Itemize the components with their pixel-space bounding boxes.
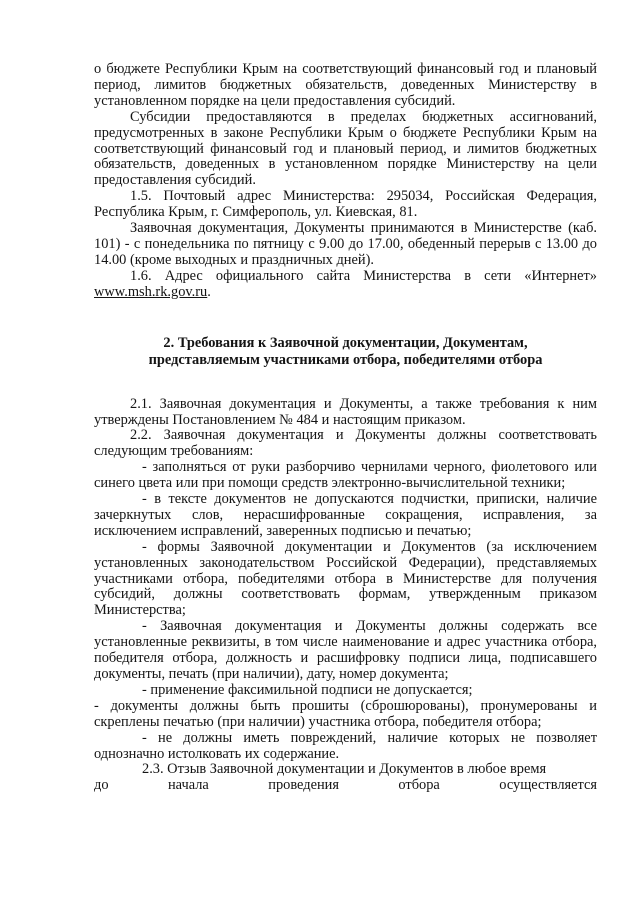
paragraph-subsidies: Субсидии предоставляются в пределах бюджетных ассигнований, предусмотренных в законе Республики Крым о бюджете Республики Крым на соответствующий финансовый год и плановый период, и лимитов бюджетных обязательств, доведенных в установленном порядке Министерству на цели предоставления субсидий. xyxy=(94,108,597,189)
section-2-heading xyxy=(94,335,597,369)
paragraph-reception-hours: Заявочная документация, Документы принимаются в Министерстве (каб. 101) - с понедельника по пятницу с 9.00 до 17.00, обеденный перерыв с 13.00 до 14.00 (кроме выходных и праздничных дней). xyxy=(94,220,597,268)
website-link[interactable]: www.msh.rk.gov.ru xyxy=(94,283,208,300)
paragraph-2-2: 2.2. Заявочная документация и Документы должны соответствовать следующим требованиям: xyxy=(94,427,597,460)
requirement-no-facsimile: - применение факсимильной подписи не допускается; xyxy=(142,681,473,698)
continuation-word: отбора xyxy=(398,777,440,794)
website-period: . xyxy=(207,283,211,300)
paragraph-postal-address: 1.5. Почтовый адрес Министерства: 295034, Российская Федерация, Республика Крым, г. Симферополь, ул. Киевская, 81. xyxy=(94,188,597,221)
paragraph-2-1: 2.1. Заявочная документация и Документы, а также требования к ним утверждены Постановлением № 484 и настоящим приказом. xyxy=(94,395,597,428)
requirement-forms: - формы Заявочной документации и Документов (за исключением установленных законодательством Российской Федерации), представляемых участниками отбора, победителями отбора в Министерстве для получения субсидий, должны соответствовать формам, утвержденным приказом Министерства; xyxy=(94,538,597,619)
section-2-heading-line-2: представляемым участниками отбора, победителями отбора xyxy=(148,351,543,368)
section-2-heading-line-1: 2. Требования к Заявочной документации, Документам, xyxy=(163,334,528,351)
requirement-binding: - документы должны быть прошиты (сброшюрованы), пронумерованы и скреплены печатью (при наличии) участника отбора, победителя отбора; xyxy=(94,697,597,730)
paragraph-budget-continuation: о бюджете Республики Крым на соответствующий финансовый год и плановый период, лимитов бюджетных обязательств, доведенных Министерству в установленном порядке на цели предоставления субсидий. xyxy=(94,61,597,109)
paragraph-2-3-continuation xyxy=(94,778,597,794)
document-page xyxy=(94,62,597,794)
website-label: 1.6. Адрес официального сайта Министерства в сети «Интернет» xyxy=(130,267,597,284)
paragraph-website xyxy=(94,269,597,301)
paragraph-2-3: 2.3. Отзыв Заявочной документации и Документов в любое время xyxy=(142,761,547,778)
continuation-word: проведения xyxy=(268,777,339,794)
requirement-handwriting: - заполняться от руки разборчиво чернилами черного, фиолетового или синего цвета или при помощи средств электронно-вычислительной техники; xyxy=(94,459,597,492)
requirement-no-erasures: - в тексте документов не допускаются подчистки, приписки, наличие зачеркнутых слов, нерасшифрованные сокращения, исправления, за исключением исправлений, заверенных подписью и печатью; xyxy=(94,491,597,539)
continuation-word: начала xyxy=(167,777,209,794)
continuation-word: до xyxy=(94,777,109,794)
requirement-no-damage: - не должны иметь повреждений, наличие которых не позволяет однозначно истолковать их содержание. xyxy=(94,729,597,762)
requirement-details: - Заявочная документация и Документы должны содержать все установленные реквизиты, в том числе наименование и адрес участника отбора, победителя отбора, должность и расшифровку подписи лица, подписавшего документы, печать (при наличии), дату, номер документа; xyxy=(94,618,597,682)
continuation-word: осуществляется xyxy=(499,777,597,794)
